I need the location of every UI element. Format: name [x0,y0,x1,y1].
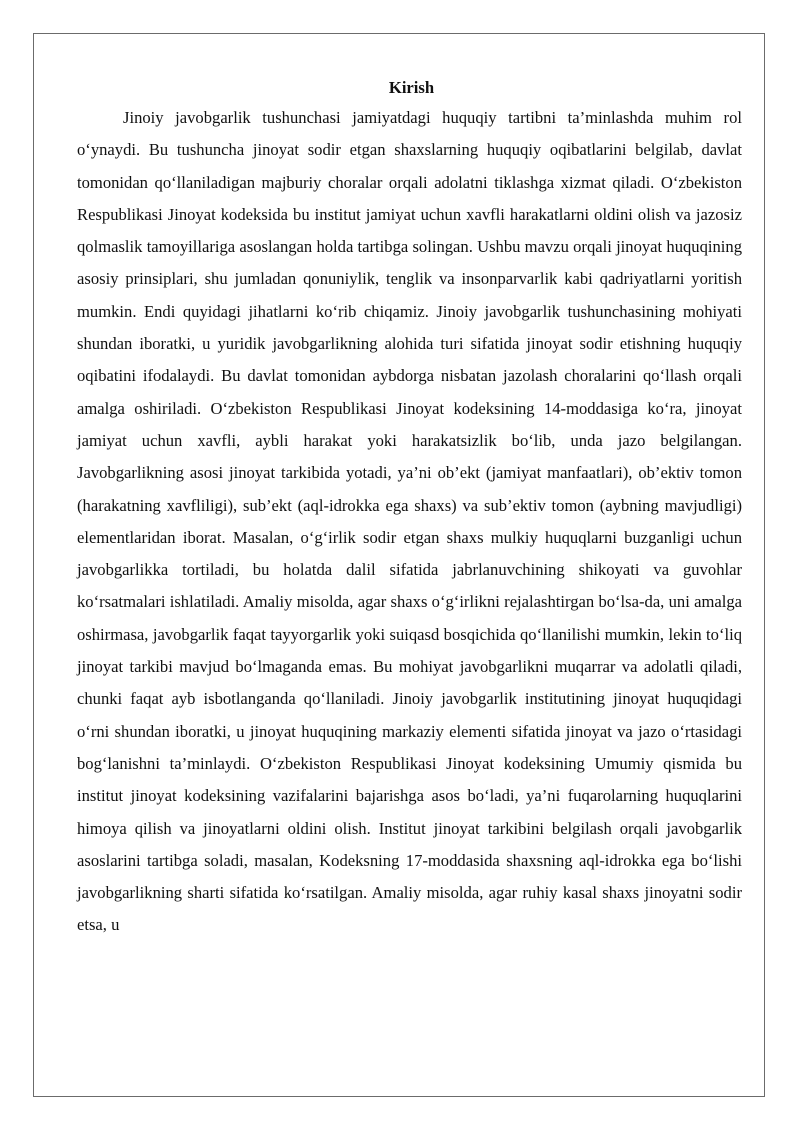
body-paragraph: Jinoiy javobgarlik tushunchasi jamiyatdagi huquqiy tartibni ta’minlashda muhim rol o‘ynaydi. Bu tushuncha jinoyat sodir etgan shaxslarning huquqiy oqibatlarini belgilab, davlat tomonidan qo‘llaniladigan majburiy choralar orqali adolatni tiklashga xizmat qiladi. O‘zbekiston Respublikasi Jinoyat kodeksida bu institut jamiyat uchun xavfli harakatlarni oldini olish va jazosiz qolmaslik tamoyillariga asoslangan holda tartibga solingan. Ushbu mavzu orqali jinoyat huquqining asosiy prinsiplari, shu jumladan qonuniylik, tenglik va insonparvarlik kabi qadriyatlarni yoritish mumkin. Endi quyidagi jihatlarni ko‘rib chiqamiz. Jinoiy javobgarlik tushunchasining mohiyati shundan iboratki, u yuridik javobgarlikning alohida turi sifatida jinoyat sodir etishning huquqiy oqibatini ifodalaydi. Bu davlat tomonidan aybdorga nisbatan jazolash choralarini qo‘llash orqali amalga oshiriladi. O‘zbekiston Respublikasi Jinoyat kodeksining 14-moddasiga ko‘ra, jinoyat jamiyat uchun xavfli, aybli harakat yoki harakatsizlik bo‘lib, unda jazo belgilangan. Javobgarlikning asosi jinoyat tarkibida yotadi, ya’ni ob’ekt (jamiyat manfaatlari), ob’ektiv tomon (harakatning xavfliligi), sub’ekt (aql-idrokka ega shaxs) va sub’ektiv tomon (aybning mavjudligi) elementlaridan iborat. Masalan, o‘g‘irlik sodir etgan shaxs mulkiy huquqlarni buzganligi uchun javobgarlikka tortiladi, bu holatda dalil sifatida jabrlanuvchining shikoyati va guvohlar ko‘rsatmalari ishlatiladi. Amaliy misolda, agar shaxs o‘g‘irlikni rejalashtirgan bo‘lsa-da, uni amalga oshirmasa, javobgarlik faqat tayyorgarlik yoki suiqasd bosqichida qo‘llanilishi mumkin, lekin to‘liq jinoyat tarkibi mavjud bo‘lmaganda emas. Bu mohiyat javobgarlikni muqarrar va adolatli qiladi, chunki faqat ayb isbotlanganda qo‘llaniladi. Jinoiy javobgarlik institutining jinoyat huquqidagi o‘rni shundan iboratki, u jinoyat huquqining markaziy elementi sifatida jinoyat va jazo o‘rtasidagi bog‘lanishni ta’minlaydi. O‘zbekiston Respublikasi Jinoyat kodeksining Umumiy qismida bu institut jinoyat kodeksining vazifalarini bajarishga asos bo‘ladi, ya’ni fuqarolarning huquqlarini himoya qilish va jinoyatlarni oldini olish. Institut jinoyat tarkibini belgilash orqali javobgarlik asoslarini tartibga soladi, masalan, Kodeksning 17-moddasida shaxsning aql-idrokka ega bo‘lishi javobgarlikning sharti sifatida ko‘rsatilgan. Amaliy misolda, agar ruhiy kasal shaxs jinoyatni sodir etsa, u [77,108,742,935]
section-heading: Kirish [388,78,435,97]
document-content [77,74,742,942]
